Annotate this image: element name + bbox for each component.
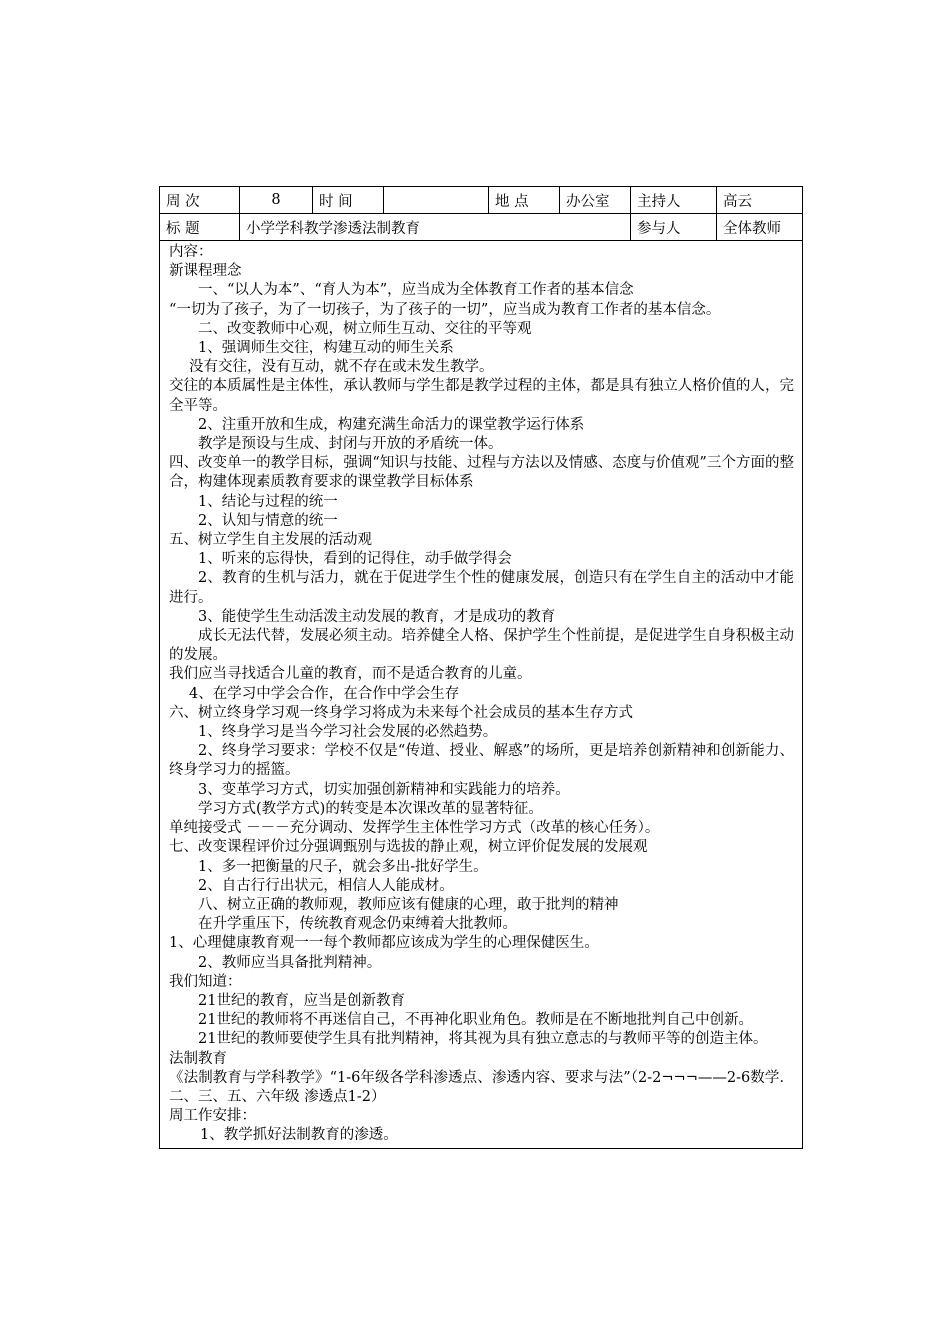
content-line: 在升学重压下，传统教育观念仍束缚着大批教师。 — [198, 916, 517, 933]
content-line: 1、结论与过程的统一 — [198, 493, 338, 510]
content-line: 交往的本质属性是主体性，承认教师与学生都是教学过程的主体，都是具有独立人格价值的人，完全平等。 — [169, 378, 794, 414]
content-line: 成长无法代替，发展必须主动。培养健全人格、保护学生个性前提，是促进学生自身积极主动的发展。 — [169, 628, 794, 664]
topic-value: 小学学科教学渗透法制教育 — [240, 214, 631, 241]
content-line: 1、强调师生交往，构建互动的师生关系 — [198, 340, 454, 357]
week-label: 周 次 — [160, 187, 240, 214]
content-line: 1、听来的忘得快，看到的记得住，动手做学得会 — [198, 551, 512, 568]
host-label: 主持人 — [631, 187, 717, 214]
content-line: 1、多一把衡量的尺子，就会多出-批好学生。 — [198, 858, 488, 875]
content-line: “一切为了孩子，为了一切孩子，为了孩子的一切”，应当成为教育工作者的基本信念。 — [169, 301, 721, 318]
content-line: 一、“以人为本”、“育人为本”，应当成为全体教育工作者的基本信念 — [198, 282, 634, 299]
content-cell — [160, 241, 803, 1149]
content-line: 2、认知与情意的统一 — [198, 512, 338, 529]
content-line: 21世纪的教育，应当是创新教育 — [198, 992, 405, 1009]
content-line: 教学是预设与生成、封闭与开放的矛盾统一体。 — [198, 436, 503, 453]
content-line: 五、树立学生自主发展的活动观 — [169, 532, 372, 549]
content-line: 21世纪的教师要使学生具有批判精神，将其视为具有独立意志的与教师平等的创造主体。 — [198, 1031, 768, 1048]
content-line: 2、注重开放和生成，构建充满生命活力的课堂教学运行体系 — [198, 416, 585, 433]
content-line: 2、教育的生机与活力，就在于促进学生个性的健康发展，创造只有在学生自主的活动中才能进行。 — [169, 570, 794, 606]
content-line: 21世纪的教师将不再迷信自己，不再神化职业角色。教师是在不断地批判自己中创新。 — [198, 1012, 753, 1029]
topic-label: 标 题 — [160, 214, 240, 241]
content-line: 2、教师应当具备批判精神。 — [198, 954, 382, 971]
content-line: 1、教学抓好法制教育的渗透。 — [200, 1127, 398, 1144]
content-line: 七、改变课程评价过分强调甄别与选拔的静止观，树立评价促发展的发展观 — [169, 839, 648, 856]
content-line: 四、改变单一的教学目标，强调“知识与技能、过程与方法以及情感、态度与价值观”三个方面的整合，构建体现素质教育要求的课堂教学目标体系 — [169, 455, 794, 491]
content-line: 1、心理健康教育观一一每个教师都应该成为学生的心理保健医生。 — [169, 935, 599, 952]
meeting-record-table — [159, 186, 803, 1149]
content-line: 3、能使学生生动活泼主动发展的教育，才是成功的教育 — [198, 608, 556, 625]
header-row-2 — [160, 214, 803, 241]
content-line: 2、自古行行出状元，相信人人能成材。 — [198, 877, 454, 894]
content-line: 没有交往，没有互动，就不存在或未发生教学。 — [189, 359, 494, 376]
content-line: 六、树立终身学习观一终身学习将成为未来每个社会成员的基本生存方式 — [169, 704, 633, 721]
content-line: 我们知道： — [169, 973, 242, 990]
content-line: 新课程理念 — [169, 263, 242, 280]
content-line: 1、终身学习是当今学习社会发展的必然趋势。 — [198, 724, 498, 741]
participants-label: 参与人 — [631, 214, 717, 241]
time-value — [384, 187, 489, 214]
content-row — [160, 241, 803, 1149]
week-value: 8 — [240, 187, 313, 214]
content-line: 内容： — [169, 244, 213, 260]
place-value: 办公室 — [560, 187, 631, 214]
host-value: 高云 — [717, 187, 803, 214]
participants-value: 全体教师 — [717, 214, 803, 241]
time-label: 时 间 — [313, 187, 384, 214]
header-row-1 — [160, 187, 803, 214]
content-line: 八、树立正确的教师观，教师应该有健康的心理，敢于批判的精神 — [198, 896, 619, 913]
content-line: 周工作安排： — [169, 1108, 256, 1125]
content-line: 3、变革学习方式，切实加强创新精神和实践能力的培养。 — [198, 781, 570, 798]
content-line: 二、改变教师中心观，树立师生互动、交往的平等观 — [198, 320, 532, 337]
content-line: 4、在学习中学会合作，在合作中学会生存 — [189, 685, 460, 702]
content-line: 单纯接受式 －－－充分调动、发挥学生主体性学习方式（改革的核心任务）。 — [169, 820, 660, 837]
content-line: 《法制教育与学科教学》“1-6年级各学科渗透点、渗透内容、要求与法”（2-2¬¬¬——2-6数学．二、三、五、六年级 渗透点1-2） — [169, 1069, 794, 1105]
place-label: 地 点 — [489, 187, 560, 214]
content-line: 法制教育 — [169, 1050, 227, 1067]
content-line: 2、终身学习要求：学校不仅是“传道、授业、解惑”的场所，更是培养创新精神和创新能力、终身学习力的摇篮。 — [169, 743, 794, 779]
content-line: 我们应当寻找适合儿童的教育，而不是适合教育的儿童。 — [169, 666, 532, 683]
content-line: 学习方式(教学方式)的转变是本次课改革的显著特征。 — [198, 800, 543, 817]
